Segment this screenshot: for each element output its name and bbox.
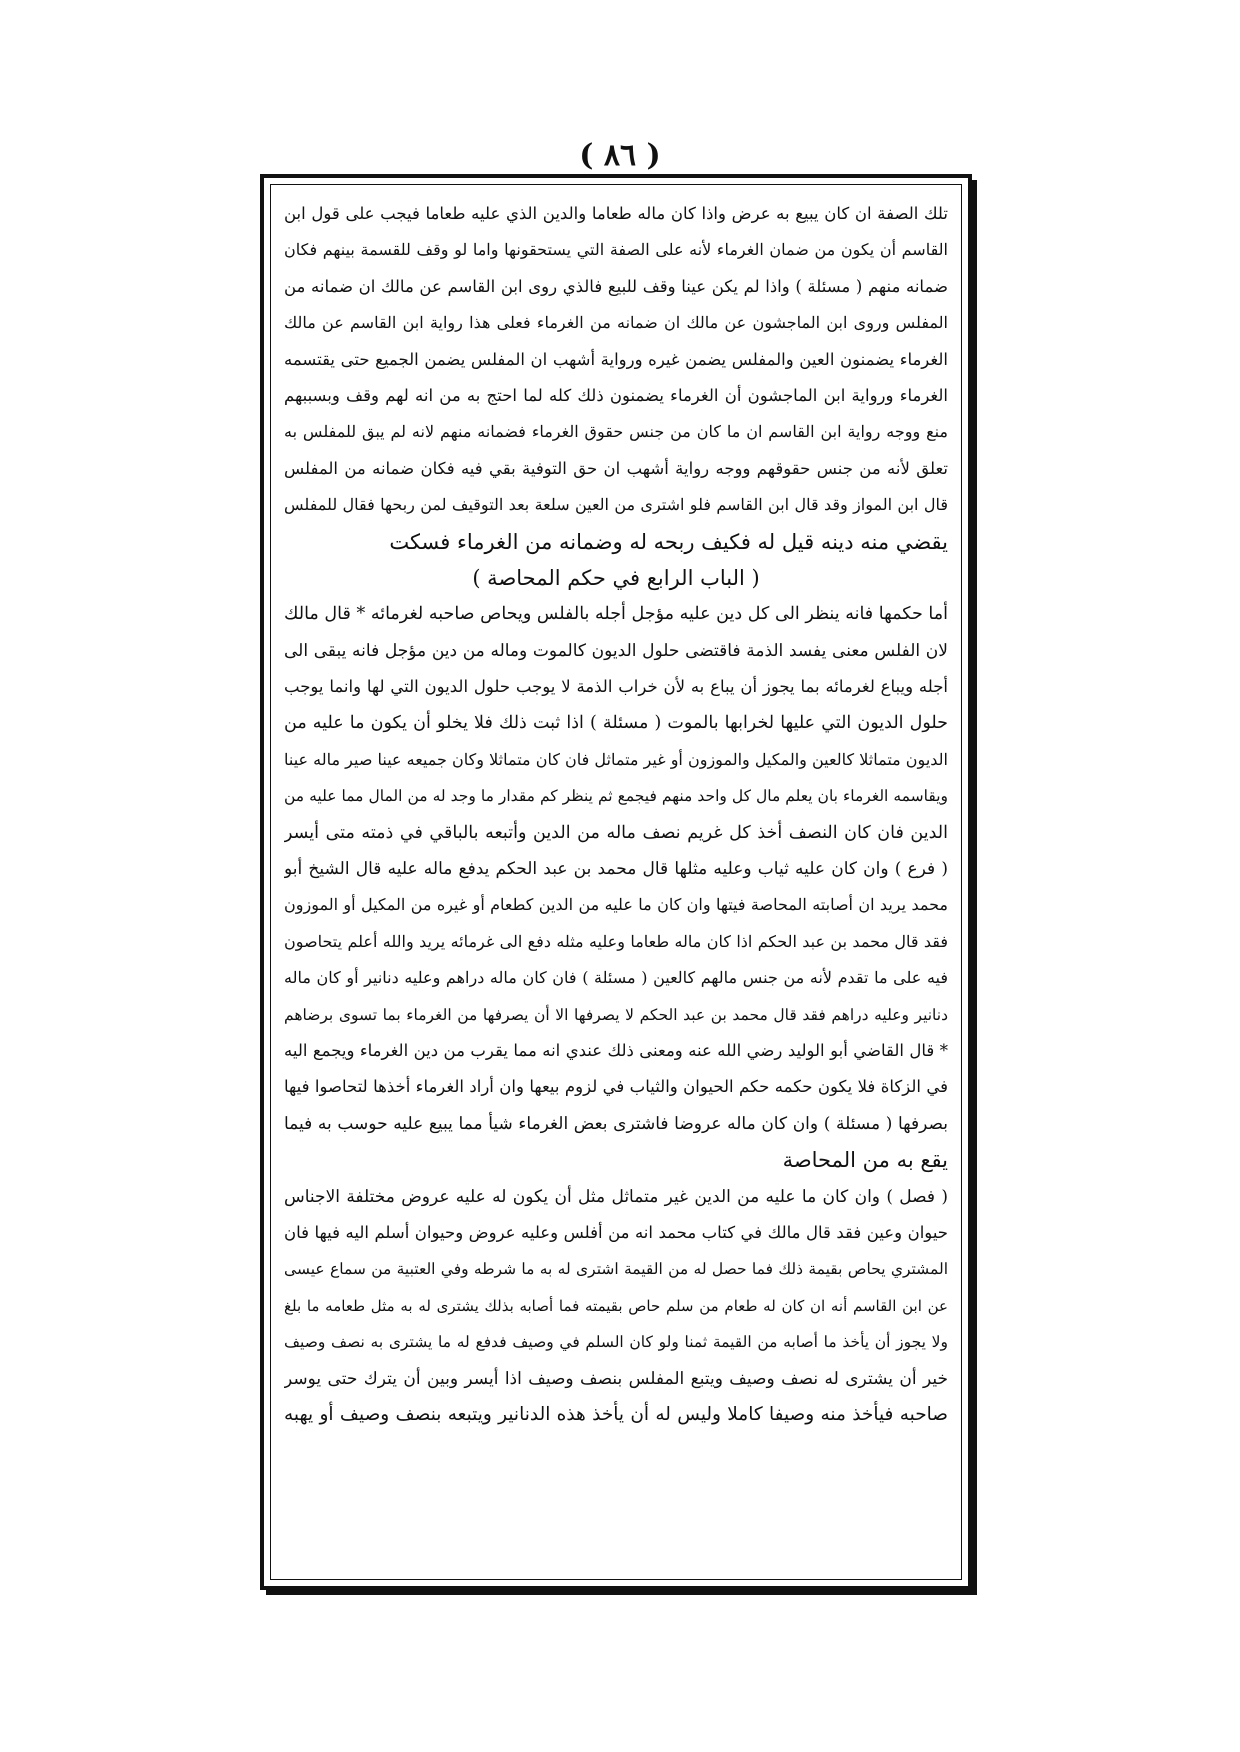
frame-shadow-right — [972, 180, 977, 1594]
text-line: * قال القاضي أبو الوليد رضي الله عنه ومعنى ذلك عندي انه مما يقرب من دين الغرماء ويجمع اليه — [284, 1040, 948, 1060]
text-line: الدين فان كان النصف أخذ كل غريم نصف ماله من الدين وأتبعه بالباقي في ذمته متى أيسر — [284, 822, 948, 843]
text-line: حيوان وعين فقد قال مالك في كتاب محمد انه من أفلس وعليه عروض وحيوان أسلم اليه فيها فان — [284, 1222, 948, 1242]
text-body — [284, 196, 948, 1568]
text-line: القاسم أن يكون من ضمان الغرماء لأنه على الصفة التي يستحقونها واما لو وقف للقسمة بينهم فكان — [284, 240, 948, 260]
text-line: محمد يريد ان أصابته المحاصة فيتها وان كان ما عليه من الدين كطعام أو غيره من المكيل أو الموزون — [284, 895, 948, 915]
text-line: الديون متماثلا كالعين والمكيل والموزون أو غير متماثل فان كان متماثلا وكان جميعه عينا صير ماله عينا — [284, 749, 948, 769]
text-frame — [260, 174, 972, 1590]
text-line: أجله ويباع لغرمائه بما يجوز أن يباع به لأن خراب الذمة لا يوجب حلول الديون التي لها وانما يوجب — [284, 677, 948, 697]
text-line: في الزكاة فلا يكون حكمه حكم الحيوان والثياب في لزوم بيعها وان أراد الغرماء أخذها لتحاصوا فيها — [284, 1077, 948, 1097]
text-line: ( فصل ) وان كان ما عليه من الدين غير متماثل مثل أن يكون له عليه عروض مختلفة الاجناس — [284, 1186, 948, 1207]
text-line: خير أن يشترى له نصف وصيف ويتبع المفلس بنصف وصيف اذا أيسر وبين أن يترك حتى يوسر — [284, 1368, 948, 1389]
text-line: ويقاسمه الغرماء بان يعلم مال كل واحد منهم فيجمع ثم ينظر كم مقدار ما وجد له من المال مما عليه من — [284, 787, 948, 806]
text-line: دنانير وعليه دراهم فقد قال محمد بن عبد الحكم لا يصرفها الا أن يصرفها من الغرماء بما تسوى برضاهم — [284, 1005, 948, 1024]
text-line: فقد قال محمد بن عبد الحكم اذا كان ماله طعاما وعليه مثله دفع الى غرمائه يريد والله أعلم يتحاصون — [284, 931, 948, 951]
text-line: المشتري يحاص بقيمة ذلك فما حصل له من القيمة اشترى له به ما شرطه وفي العتبية من سماع عيسى — [284, 1260, 948, 1279]
text-line: لان الفلس معنى يفسد الذمة فاقتضى حلول الديون كالموت وماله من دين مؤجل فانه يبقى الى — [284, 640, 948, 661]
text-line: ( فرع ) وان كان عليه ثياب وعليه مثلها قال محمد بن عبد الحكم يدفع ماله عليه قال الشيخ أبو — [284, 859, 948, 880]
frame-shadow-bottom — [266, 1590, 977, 1595]
text-line: ضمانه منهم ( مسئلة ) واذا لم يكن عينا وقف للبيع فالذي روى ابن القاسم عن مالك ان ضمانه من — [284, 276, 948, 296]
text-line: منع ووجه رواية ابن القاسم ان ما كان من جنس حقوق الغرماء فضمانه منهم لانه لم يبق للمفلس به — [284, 422, 948, 442]
text-line: عن ابن القاسم أنه ان كان له طعام من سلم حاص بقيمته فما أصابه بذلك يشترى له به مثل طعامه ما بلغ — [284, 1296, 948, 1315]
text-line: فيه على ما تقدم لأنه من جنس مالهم كالعين ( مسئلة ) فان كان ماله دراهم وعليه دنانير أو كان ماله — [284, 968, 948, 988]
text-line: ولا يجوز أن يأخذ ما أصابه من القيمة ثمنا ولو كان السلم في وصيف فدفع له ما يشترى به نصف وصيف — [284, 1333, 948, 1352]
text-line: يقضي منه دينه قيل له فكيف ربحه له وضمانه من الغرماء فسكت — [389, 529, 948, 554]
text-line: تلك الصفة ان كان يبيع به عرض واذا كان ماله طعاما والدين الذي عليه طعاما فيجب على قول ابن — [284, 204, 948, 223]
chapter-heading: ( الباب الرابع في حكم المحاصة ) — [472, 565, 760, 590]
text-line: المفلس وروى ابن الماجشون عن مالك ان ضمانه من الغرماء فعلى هذا رواية ابن القاسم عن مالك — [284, 313, 948, 333]
text-line: الغرماء ورواية ابن الماجشون أن الغرماء يضمنون ذلك كله لما احتج به من انه لهم وقف وبسببهم — [284, 385, 948, 405]
text-line: حلول الديون التي عليها لخرابها بالموت ( مسئلة ) اذا ثبت ذلك فلا يخلو أن يكون ما عليه من — [284, 713, 948, 734]
page-number: ( ٨٦ ) — [579, 138, 661, 173]
text-line: يقع به من المحاصة — [782, 1148, 948, 1173]
text-line: الغرماء يضمنون العين والمفلس يضمن غيره ورواية أشهب ان المفلس يضمن الجميع حتى يقتسمه — [284, 349, 948, 369]
text-line: بصرفها ( مسئلة ) وان كان ماله عروضا فاشترى بعض الغرماء شيأ مما يبيع عليه حوسب به فيما — [284, 1113, 948, 1134]
text-line: صاحبه فيأخذ منه وصيفا كاملا وليس له أن يأخذ هذه الدنانير ويتبعه بنصف وصيف أو يهبه — [284, 1403, 948, 1425]
text-line: قال ابن المواز وقد قال ابن القاسم فلو اشترى من العين سلعة بعد التوقيف لمن ربحها فقال للمفلس — [284, 495, 948, 515]
text-line: أما حكمها فانه ينظر الى كل دين عليه مؤجل أجله بالفلس ويحاص صاحبه لغرمائه * قال مالك — [284, 604, 948, 625]
text-line: تعلق لأنه من جنس حقوقهم ووجه رواية أشهب ان حق التوفية بقي فيه فكان ضمانه من المفلس — [284, 458, 948, 478]
